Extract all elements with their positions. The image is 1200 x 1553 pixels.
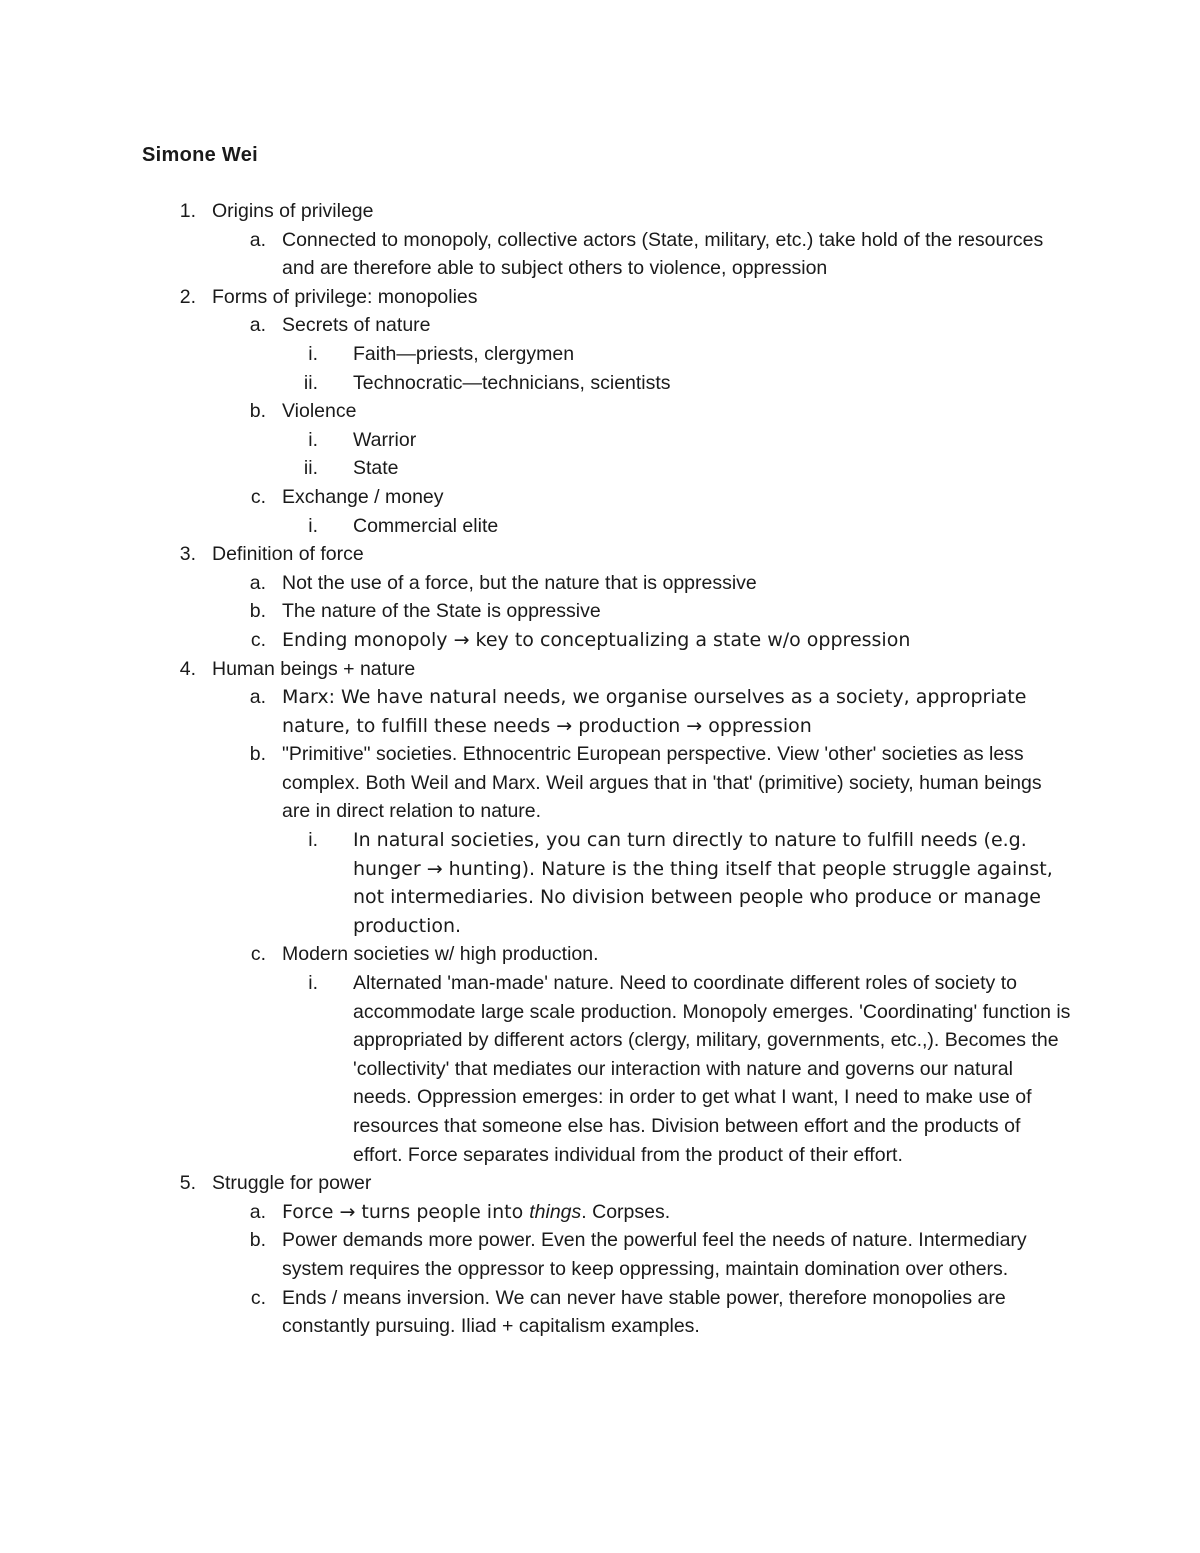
list-item bbox=[142, 1198, 1072, 1227]
list-item-text: Ends / means inversion. We can never have stable power, therefore monopolies are constantly pursuing. Iliad + capitalism examples. bbox=[282, 1286, 1006, 1338]
list-marker: c. bbox=[250, 943, 266, 966]
list-item bbox=[142, 454, 1072, 483]
emphasis-text: things bbox=[529, 1200, 582, 1223]
list-item-text: Commercial elite bbox=[353, 514, 499, 537]
list-item-text: Forms of privilege: monopolies bbox=[212, 285, 478, 308]
list-item bbox=[142, 483, 1072, 512]
list-marker: ii. bbox=[303, 371, 318, 394]
text-segment: . Corpses. bbox=[581, 1200, 671, 1223]
list-marker: a. bbox=[249, 686, 266, 709]
list-marker: i. bbox=[308, 829, 318, 852]
list-marker: a. bbox=[249, 228, 266, 251]
list-item-text: Technocratic—technicians, scientists bbox=[353, 371, 671, 394]
list-item-text: Ending monopoly → key to conceptualizing a state w/o oppression bbox=[282, 628, 911, 651]
list-item-text: Secrets of nature bbox=[282, 314, 431, 337]
list-item bbox=[142, 597, 1072, 626]
list-marker: c. bbox=[250, 485, 266, 508]
list-item bbox=[142, 1226, 1072, 1283]
list-marker: 3. bbox=[179, 543, 196, 566]
list-item-text: In natural societies, you can turn directly to nature to fulfill needs (e.g. hunger → hunting). Nature is the thing itself that people struggle against, not intermediaries. No division between people who produce or manage production. bbox=[353, 829, 1053, 937]
outline-list bbox=[142, 197, 1072, 1341]
list-item bbox=[142, 569, 1072, 598]
list-marker: a. bbox=[249, 1200, 266, 1223]
list-item-text: "Primitive" societies. Ethnocentric European perspective. View 'other' societies as less complex. Both Weil and Marx. Weil argues that in 'that' (primitive) society, human beings are in direct relation to nature. bbox=[282, 743, 1042, 823]
list-item bbox=[142, 1284, 1072, 1341]
list-item bbox=[142, 1169, 1072, 1198]
list-marker: a. bbox=[249, 571, 266, 594]
list-item-text: Connected to monopoly, collective actors (State, military, etc.) take hold of the resources and are therefore able to subject others to violence, oppression bbox=[282, 228, 1044, 280]
list-item bbox=[142, 512, 1072, 541]
list-marker: a. bbox=[249, 314, 266, 337]
list-item-text: Origins of privilege bbox=[212, 200, 374, 222]
list-marker: i. bbox=[308, 514, 318, 537]
list-item-text: Marx: We have natural needs, we organise ourselves as a society, appropriate nature, to fulfill these needs → production → oppression bbox=[282, 686, 1027, 737]
list-item-text: Exchange / money bbox=[282, 485, 444, 508]
list-item bbox=[142, 197, 1072, 226]
list-item-text bbox=[282, 1198, 1072, 1227]
list-item-text: Not the use of a force, but the nature that is oppressive bbox=[282, 571, 757, 594]
list-item bbox=[142, 369, 1072, 398]
list-marker: ii. bbox=[303, 457, 318, 480]
list-item bbox=[142, 969, 1072, 1169]
list-marker: 1. bbox=[179, 200, 196, 222]
list-item-text: Modern societies w/ high production. bbox=[282, 943, 599, 966]
list-item bbox=[142, 940, 1072, 969]
list-item-text: Faith—priests, clergymen bbox=[353, 342, 575, 365]
list-marker: i. bbox=[308, 342, 318, 365]
list-item-text: Human beings + nature bbox=[212, 657, 416, 680]
list-item bbox=[142, 426, 1072, 455]
list-marker: b. bbox=[249, 743, 266, 766]
list-item bbox=[142, 311, 1072, 340]
text-segment: Force → turns people into bbox=[282, 1200, 530, 1223]
list-marker: c. bbox=[250, 628, 266, 651]
list-marker: c. bbox=[250, 1286, 266, 1309]
list-item bbox=[142, 683, 1072, 740]
list-item-text: Violence bbox=[282, 400, 357, 423]
list-item-text: State bbox=[353, 457, 399, 480]
list-item bbox=[142, 283, 1072, 312]
list-marker: i. bbox=[308, 428, 318, 451]
list-item-text: Definition of force bbox=[212, 543, 364, 566]
list-marker: 2. bbox=[179, 285, 196, 308]
list-item bbox=[142, 540, 1072, 569]
list-item-text: The nature of the State is oppressive bbox=[282, 600, 601, 623]
list-marker: i. bbox=[308, 972, 318, 995]
list-item bbox=[142, 626, 1072, 655]
list-marker: 5. bbox=[179, 1172, 196, 1195]
page-title: Simone Wei bbox=[142, 144, 258, 166]
list-marker: b. bbox=[249, 400, 266, 423]
list-item-text: Power demands more power. Even the powerful feel the needs of nature. Intermediary system requires the oppressor to keep oppressing, maintain domination over others. bbox=[282, 1229, 1027, 1280]
list-item-text: Alternated 'man-made' nature. Need to coordinate different roles of society to accommodate large scale production. Monopoly emerges. 'Coordinating' function is appropriated by different actors (clergy, military, governments, etc.,). Becomes the 'collectivity' that mediates our interaction with nature and governs our natural needs. Oppression emerges: in order to get what I want, I need to make use of resources that someone else has. Division between effort and the products of effort. Force separates individual from the product of their effort. bbox=[353, 972, 1071, 1166]
list-item bbox=[142, 826, 1072, 940]
list-item-text: Warrior bbox=[353, 428, 417, 451]
list-marker: 4. bbox=[179, 657, 196, 680]
list-item bbox=[142, 740, 1072, 826]
list-item bbox=[142, 655, 1072, 684]
list-item bbox=[142, 340, 1072, 369]
list-marker: b. bbox=[249, 600, 266, 623]
list-item bbox=[142, 226, 1072, 283]
list-marker: b. bbox=[249, 1229, 266, 1252]
list-item-text: Struggle for power bbox=[212, 1172, 372, 1195]
list-item bbox=[142, 397, 1072, 426]
